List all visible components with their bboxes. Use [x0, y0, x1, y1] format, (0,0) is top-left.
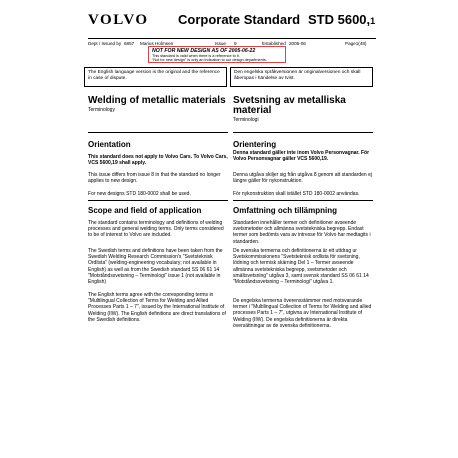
issue-value: 9: [234, 41, 237, 46]
english-orientation-heading: Orientation: [88, 140, 131, 149]
swedish-title-sub: Terminologi: [233, 117, 259, 123]
english-orientation-p1: This issue differs from issue 8 in that the standard no longer applies to new design.: [88, 172, 221, 185]
notice-line-2: "Not for new design" is only an indication to our design departments.: [152, 58, 267, 63]
english-column: [88, 95, 228, 323]
english-orientation-p2: For new designs STD 180-0002 shall be used.: [88, 191, 191, 197]
swedish-scope-p1: Standarden innehåller termer och definitioner avseende svetsmetoder och allmänna svetstekniska begrepp. Endast termer som bedömts vara av intresse för Volvo har medtagits i standarden.: [233, 220, 371, 245]
swedish-orientation-p1: Denna utgåva skiljer sig från utgåva 8 genom att standarden ej längre gäller för nykonstruktion.: [233, 172, 372, 185]
issuer-name: Marius Holmsen: [140, 41, 174, 46]
english-rule-1: [88, 132, 228, 133]
dept-value: 6857: [124, 41, 135, 46]
english-scope-p3: The English terms agree with the corresponding terms in "Multilingual Collection of Terms for Welding and Allied Processes Parts 1 – 7", issued by the International Institute of Welding (IIW). The English definitions are direct translations of the Swedish definitions.: [88, 292, 226, 323]
swedish-column: [233, 95, 373, 329]
notice-headline: NOT FOR NEW DESIGN AS OF 2005-06-22: [152, 48, 256, 54]
english-language-note: The English language version is the original and the reference in case of dispute.: [84, 67, 227, 87]
swedish-rule-2: [233, 200, 373, 201]
dept-label: Dept / Issued by: [88, 41, 122, 46]
swedish-scope-p3: De engelska termerna överensstämmer med motsvarande termer i "Multilingual Collection of Terms for Welding and allied processes Parts 1 – 7", utgivna av International Institute of Welding (IIW). De engelska definitionerna är direkta översättningar av de svenska definitionerna.: [233, 298, 372, 329]
english-title-sub: Terminology: [88, 107, 115, 113]
english-scope-p2: The Swedish terms and definitions have been taken from the Swedish Welding Research Commission's "Svetsteknisk Ordlista" (welding-engineering vocabulary; not available in English) as well as from the Swedish standard SS 06 61 14 "Motståndssvetsning – Terminologi" issue 1 (not available in English): [88, 248, 223, 286]
english-orientation-bold: This standard does not apply to Volvo Cars. To Volvo Cars, VCS 5600,19 shall apply.: [88, 154, 228, 167]
swedish-orientation-p2: För nykonstruktion skall istället STD 180-0002 användas.: [233, 191, 360, 197]
english-rule-2: [88, 200, 228, 201]
standard-edition: 1: [370, 16, 376, 26]
standard-number-text: STD 5600,: [308, 12, 371, 27]
page-number: Page1(48): [345, 41, 367, 46]
english-scope-p1: The standard contains terminology and definitions of welding processes and general welding terms. Only terms considered to be of interest to Volvo are included.: [88, 220, 224, 239]
document-type: Corporate Standard: [178, 12, 301, 27]
notice-line-1: This standard is valid when there is a reference to it.: [152, 54, 240, 58]
established-value: 2005-06: [289, 41, 306, 46]
header-rule: [88, 38, 376, 39]
not-for-new-design-stamp: [148, 46, 286, 63]
swedish-title: Svetsning av metalliska material: [233, 95, 346, 116]
english-scope-heading: Scope and field of application: [88, 206, 202, 215]
swedish-scope-p2: De svenska termerna och definitionerna är ett uttdrag ur Svetskommissionens "Svetsteknisk ordlista för svetsning, lödning och termisk skärning Del 1 – Termer avseende allmänna svetstekniska begrepp, svetsmetoder och smältsvetsning" utgåva 3, samt svensk standard SS 06 61 14 "Motståndssvetsning – Terminologi" utgåva 1.: [233, 248, 369, 286]
swedish-scope-heading: Omfattning och tillämpning: [233, 206, 337, 215]
english-title: Welding of metallic materials: [88, 95, 226, 106]
swedish-orientation-bold: Denna standard gäller inte inom Volvo Personvagnar. För Volvo Personvagnar gäller VCS 5600,19.: [233, 150, 370, 163]
swedish-language-note: Den engelska språkversionen är originalversionen och skall åberopas i händelse av tvist.: [230, 67, 373, 87]
established-label: Established: [262, 41, 286, 46]
issue-label: Issue: [215, 41, 226, 46]
swedish-orientation-heading: Orientering: [233, 140, 277, 149]
swedish-rule-1: [233, 132, 373, 133]
standard-number: [308, 12, 375, 27]
volvo-logo: VOLVO: [88, 12, 149, 28]
